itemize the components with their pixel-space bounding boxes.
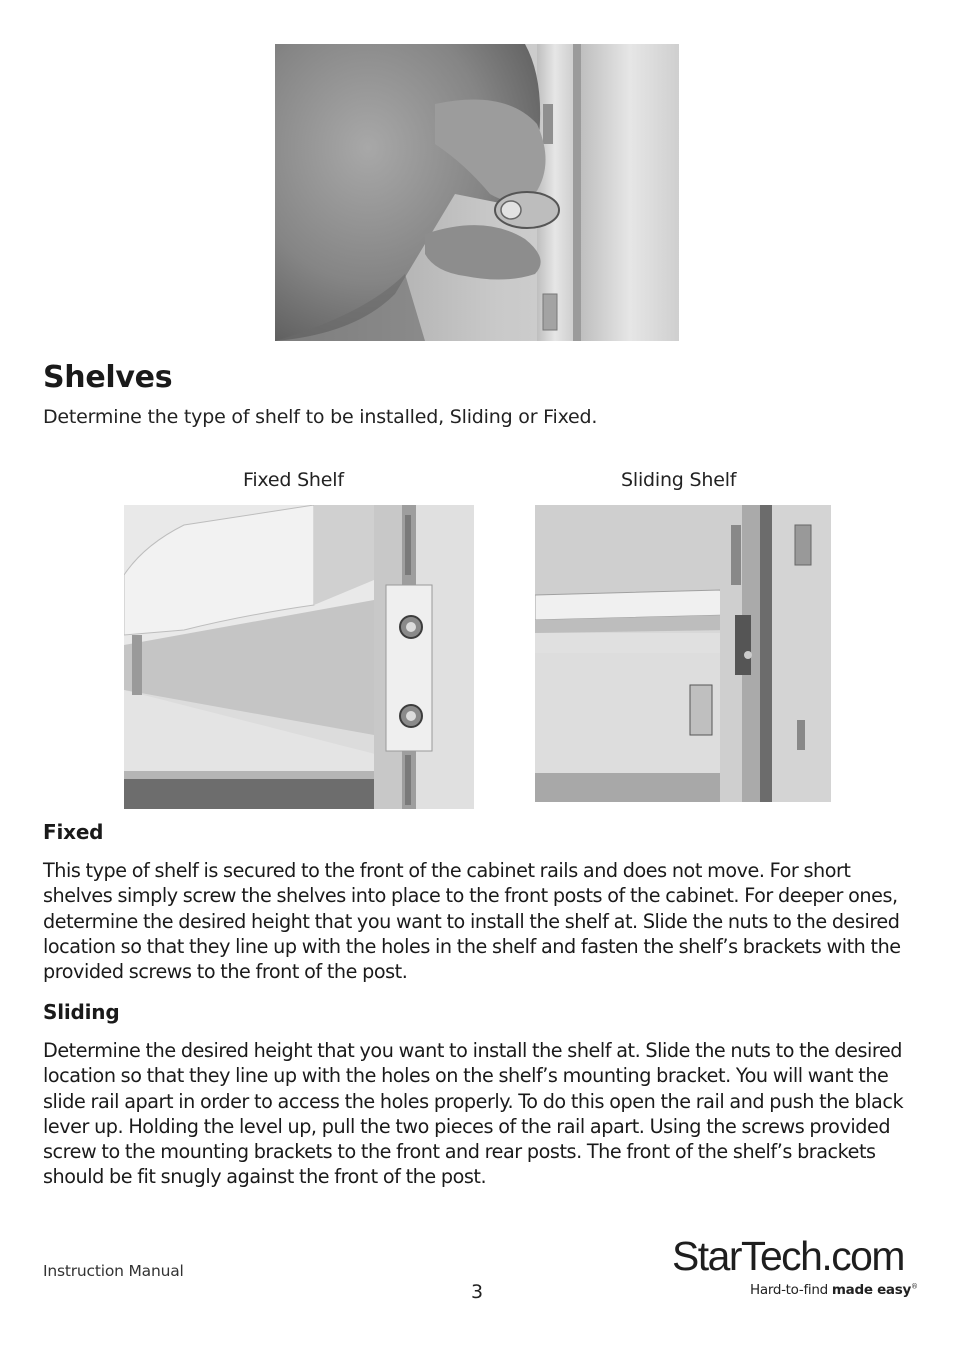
registered-mark: ® (910, 1282, 918, 1291)
fixed-body: This type of shelf is secured to the front of the cabinet rails and does not move. For short shelves simply screw the shelves into place to the front posts of the cabinet. For deeper ones, determine the desired height that you want to install the shelf at. Slide the nuts to the desired location so that they line up with the holes in the shelf and fasten the shelf’s brackets with the provided screws to the front of the post. (43, 859, 901, 984)
cage-nut-photo (275, 44, 679, 341)
cage-nut-illustration (275, 44, 679, 341)
tagline-regular: Hard-to-find (750, 1282, 832, 1298)
fixed-shelf-caption: Fixed Shelf (243, 469, 344, 491)
sliding-shelf-caption: Sliding Shelf (621, 469, 737, 491)
section-title: Shelves (43, 360, 173, 395)
tagline-bold: made easy (831, 1282, 911, 1298)
sliding-shelf-photo (535, 505, 831, 802)
startech-logo-mark (670, 1230, 910, 1280)
fixed-shelf-photo (124, 505, 474, 809)
fixed-heading: Fixed (43, 820, 104, 844)
startech-logo-text: StarTech.com (672, 1233, 904, 1279)
sliding-body: Determine the desired height that you want to install the shelf at. Slide the nuts to the desired location so that they line up with the holes on the shelf’s mounting bracket. You will want the slide rail apart in order to access the holes properly. To do this open the rail and push the black lever up. Holding the level up, pull the two pieces of the rail apart. Using the screws provided screw to the mounting brackets to the front and rear posts. The front of the shelf’s brackets should be fit snugly against the front of the post. (43, 1039, 904, 1189)
sliding-shelf-illustration (535, 505, 831, 802)
section-intro: Determine the type of shelf to be installed, Sliding or Fixed. (43, 406, 598, 428)
startech-tagline (750, 1282, 918, 1298)
page-number: 3 (471, 1281, 484, 1303)
fixed-shelf-illustration (124, 505, 474, 809)
footer-manual-label: Instruction Manual (43, 1262, 184, 1280)
sliding-heading: Sliding (43, 1000, 120, 1024)
startech-logo (670, 1230, 918, 1302)
